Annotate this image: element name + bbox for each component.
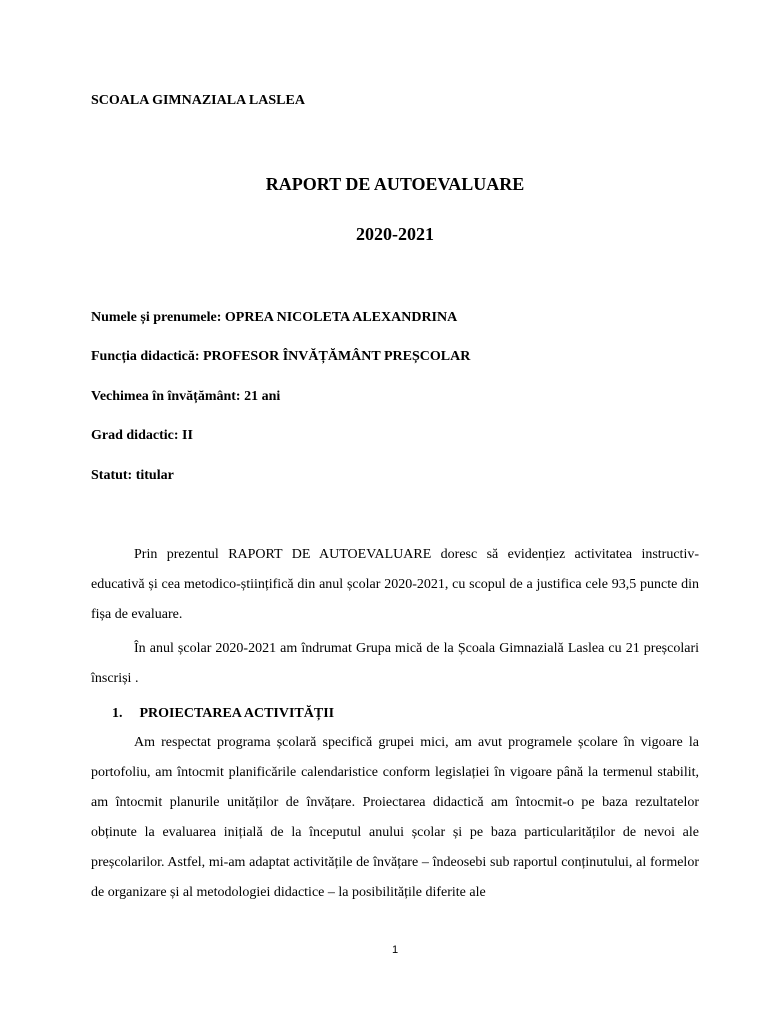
info-status: Statut: titular	[91, 468, 174, 483]
intro-paragraph: Prin prezentul RAPORT DE AUTOEVALUARE doresc să evidențiez activitatea instructiv-educativă și cea metodico-științifică din anul școlar 2020-2021, cu scopul de a justifica cele 93,5 puncte din fișa de evaluare.	[91, 547, 699, 622]
info-grade: Grad didactic: II	[91, 428, 193, 443]
school-name: SCOALA GIMNAZIALA LASLEA	[91, 93, 305, 108]
group-paragraph: În anul școlar 2020-2021 am îndrumat Grupa mică de la Școala Gimnazială Laslea cu 21 preșcolari înscriși .	[91, 641, 699, 686]
info-name: Numele și prenumele: OPREA NICOLETA ALEXANDRINA	[91, 310, 458, 325]
section-paragraph: Am respectat programa școlară specifică grupei mici, am avut programele școlare în vigoare la portofoliu, am întocmit planificările calendaristice conform legislației în vigoare până la termenul stabilit, am întocmit planurile unităților de învățare. Proiectarea didactică am întocmit-o pe baza rezultatelor obținute la evaluarea inițială de la începutul anului școlar și pe baza particularităților de nevoi ale preșcolarilor. Astfel, mi-am adaptat activitățile de învățare – îndeosebi sub raportul conținutului, al formelor de organizare și al metodologiei didactice – la posibilitățile diferite ale	[91, 735, 699, 900]
section-heading	[112, 706, 334, 722]
page-number: 1	[391, 944, 399, 956]
section-number: 1.	[112, 706, 123, 721]
document-year: 2020-2021	[356, 224, 434, 244]
info-experience: Vechimea în învățământ: 21 ani	[91, 389, 281, 404]
section-title: PROIECTAREA ACTIVITĂȚII	[139, 706, 335, 721]
document-title: RAPORT DE AUTOEVALUARE	[265, 174, 525, 194]
info-function: Funcția didactică: PROFESOR ÎNVĂȚĂMÂNT PREȘCOLAR	[91, 349, 471, 364]
